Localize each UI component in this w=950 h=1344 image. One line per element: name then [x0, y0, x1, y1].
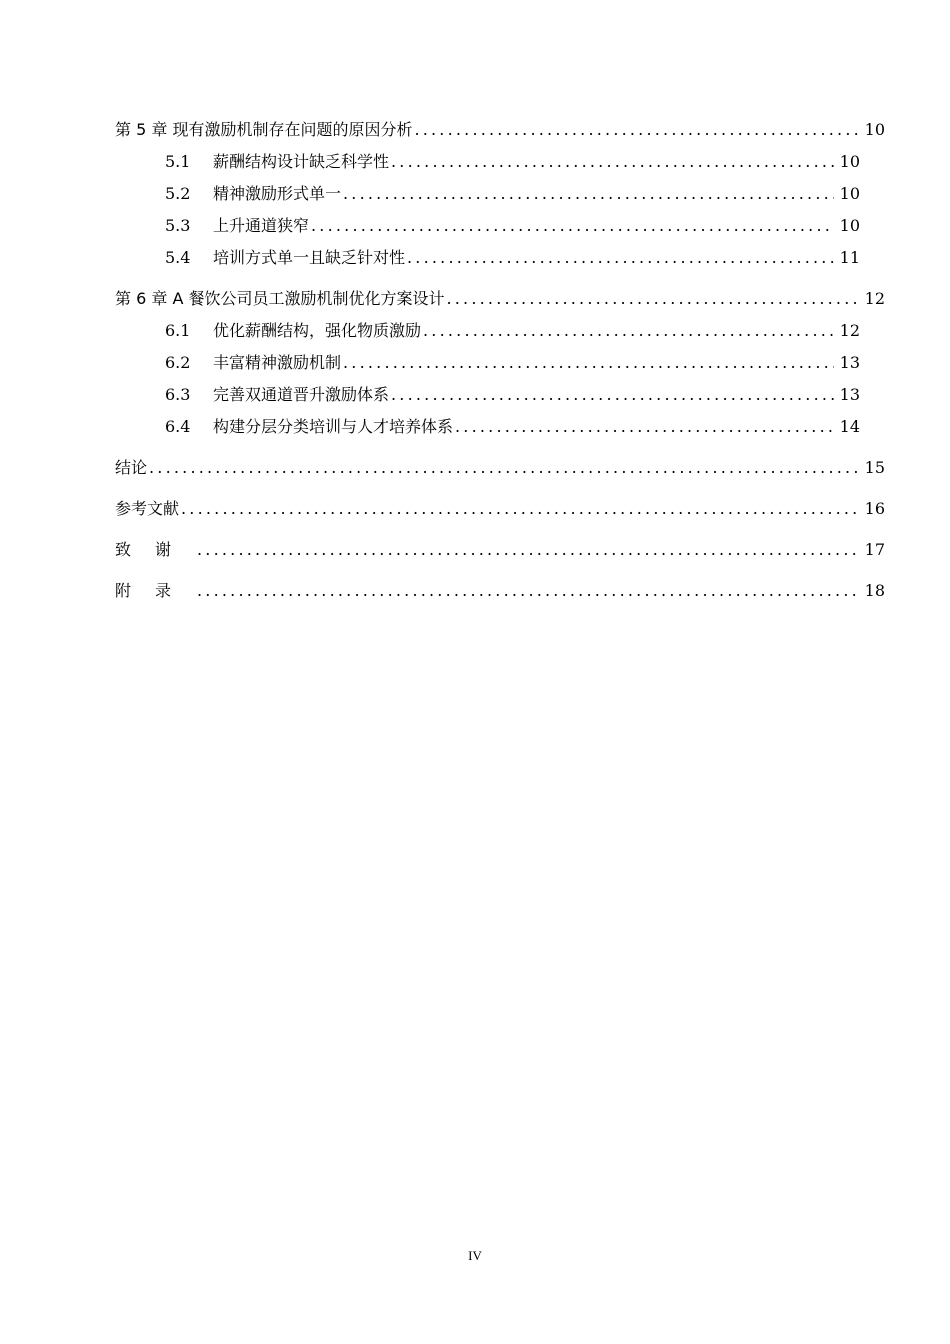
toc-entry-label: 附录 — [115, 581, 196, 600]
toc-dot-leader — [311, 213, 834, 239]
toc-entry-page: 14 — [839, 417, 860, 436]
toc-entry-appendix[interactable] — [115, 578, 885, 610]
toc-entry-chapter-5[interactable] — [115, 117, 885, 149]
page-number: IV — [468, 1248, 482, 1263]
toc-entry-label: 优化薪酬结构，强化物质激励 — [213, 321, 422, 340]
toc-entry-page: 13 — [839, 385, 860, 404]
toc-entry-page: 10 — [839, 152, 860, 171]
toc-entry-number: 5.1 — [165, 152, 191, 171]
toc-entry-number: 5.2 — [165, 184, 191, 203]
toc-entry-references[interactable] — [115, 496, 885, 528]
toc-entry-page: 17 — [864, 540, 885, 559]
toc-entry-page: 12 — [839, 321, 860, 340]
toc-entry-section-5-3[interactable] — [115, 213, 885, 245]
toc-entry-section-6-4[interactable] — [115, 414, 885, 446]
toc-dot-leader — [343, 181, 834, 207]
toc-entry-page: 13 — [839, 353, 860, 372]
toc-entry-label: 上升通道狭窄 — [213, 216, 310, 235]
toc-entry-number: 5.4 — [165, 248, 191, 267]
toc-entry-page: 15 — [864, 458, 885, 477]
toc-entry-chapter-6[interactable] — [115, 286, 885, 318]
toc-entry-section-5-2[interactable] — [115, 181, 885, 213]
toc-entry-number: 6.1 — [165, 321, 191, 340]
toc-entry-page: 16 — [864, 499, 885, 518]
toc-dot-leader — [455, 414, 834, 440]
toc-entry-section-6-3[interactable] — [115, 382, 885, 414]
toc-entry-section-6-2[interactable] — [115, 350, 885, 382]
toc-entry-acknowledgements[interactable] — [115, 537, 885, 569]
toc-entry-page: 10 — [839, 216, 860, 235]
toc-entry-label: 丰富精神激励机制 — [213, 353, 342, 372]
toc-dot-leader — [343, 350, 834, 376]
toc-dot-leader — [446, 286, 859, 312]
toc-entry-label: 构建分层分类培训与人才培养体系 — [213, 417, 454, 436]
toc-dot-leader — [197, 578, 859, 604]
toc-dot-leader — [414, 117, 859, 143]
toc-entry-page: 10 — [839, 184, 860, 203]
toc-entry-label: 致谢 — [115, 540, 196, 559]
toc-dot-leader — [407, 245, 834, 271]
toc-entry-label: 参考文献 — [115, 499, 180, 518]
toc-entry-section-5-4[interactable] — [115, 245, 885, 277]
toc-dot-leader — [391, 382, 834, 408]
toc-dot-leader — [181, 496, 859, 522]
toc-dot-leader — [391, 149, 834, 175]
toc-entry-label: 第 6 章 A 餐饮公司员工激励机制优化方案设计 — [115, 289, 445, 308]
toc-entry-page: 18 — [864, 581, 885, 600]
toc-entry-label: 培训方式单一且缺乏针对性 — [213, 248, 406, 267]
toc-entry-section-5-1[interactable] — [115, 149, 885, 181]
toc-entry-label: 薪酬结构设计缺乏科学性 — [213, 152, 390, 171]
toc-dot-leader — [149, 455, 859, 481]
toc-dot-leader — [197, 537, 859, 563]
toc-entry-page: 10 — [864, 120, 885, 139]
toc-entry-page: 12 — [864, 289, 885, 308]
toc-entry-label: 精神激励形式单一 — [213, 184, 342, 203]
toc-entry-number: 6.4 — [165, 417, 191, 436]
toc-entry-label: 结论 — [115, 458, 148, 477]
toc-entry-conclusion[interactable] — [115, 455, 885, 487]
toc-entry-label: 第 5 章 现有激励机制存在问题的原因分析 — [115, 120, 413, 139]
toc-entry-number: 6.2 — [165, 353, 191, 372]
toc-entry-label: 完善双通道晋升激励体系 — [213, 385, 390, 404]
toc-entry-page: 11 — [839, 248, 860, 267]
toc-entry-number: 5.3 — [165, 216, 191, 235]
toc-entry-number: 6.3 — [165, 385, 191, 404]
toc-dot-leader — [423, 318, 834, 344]
toc-entry-section-6-1[interactable] — [115, 318, 885, 350]
table-of-contents — [115, 117, 885, 610]
